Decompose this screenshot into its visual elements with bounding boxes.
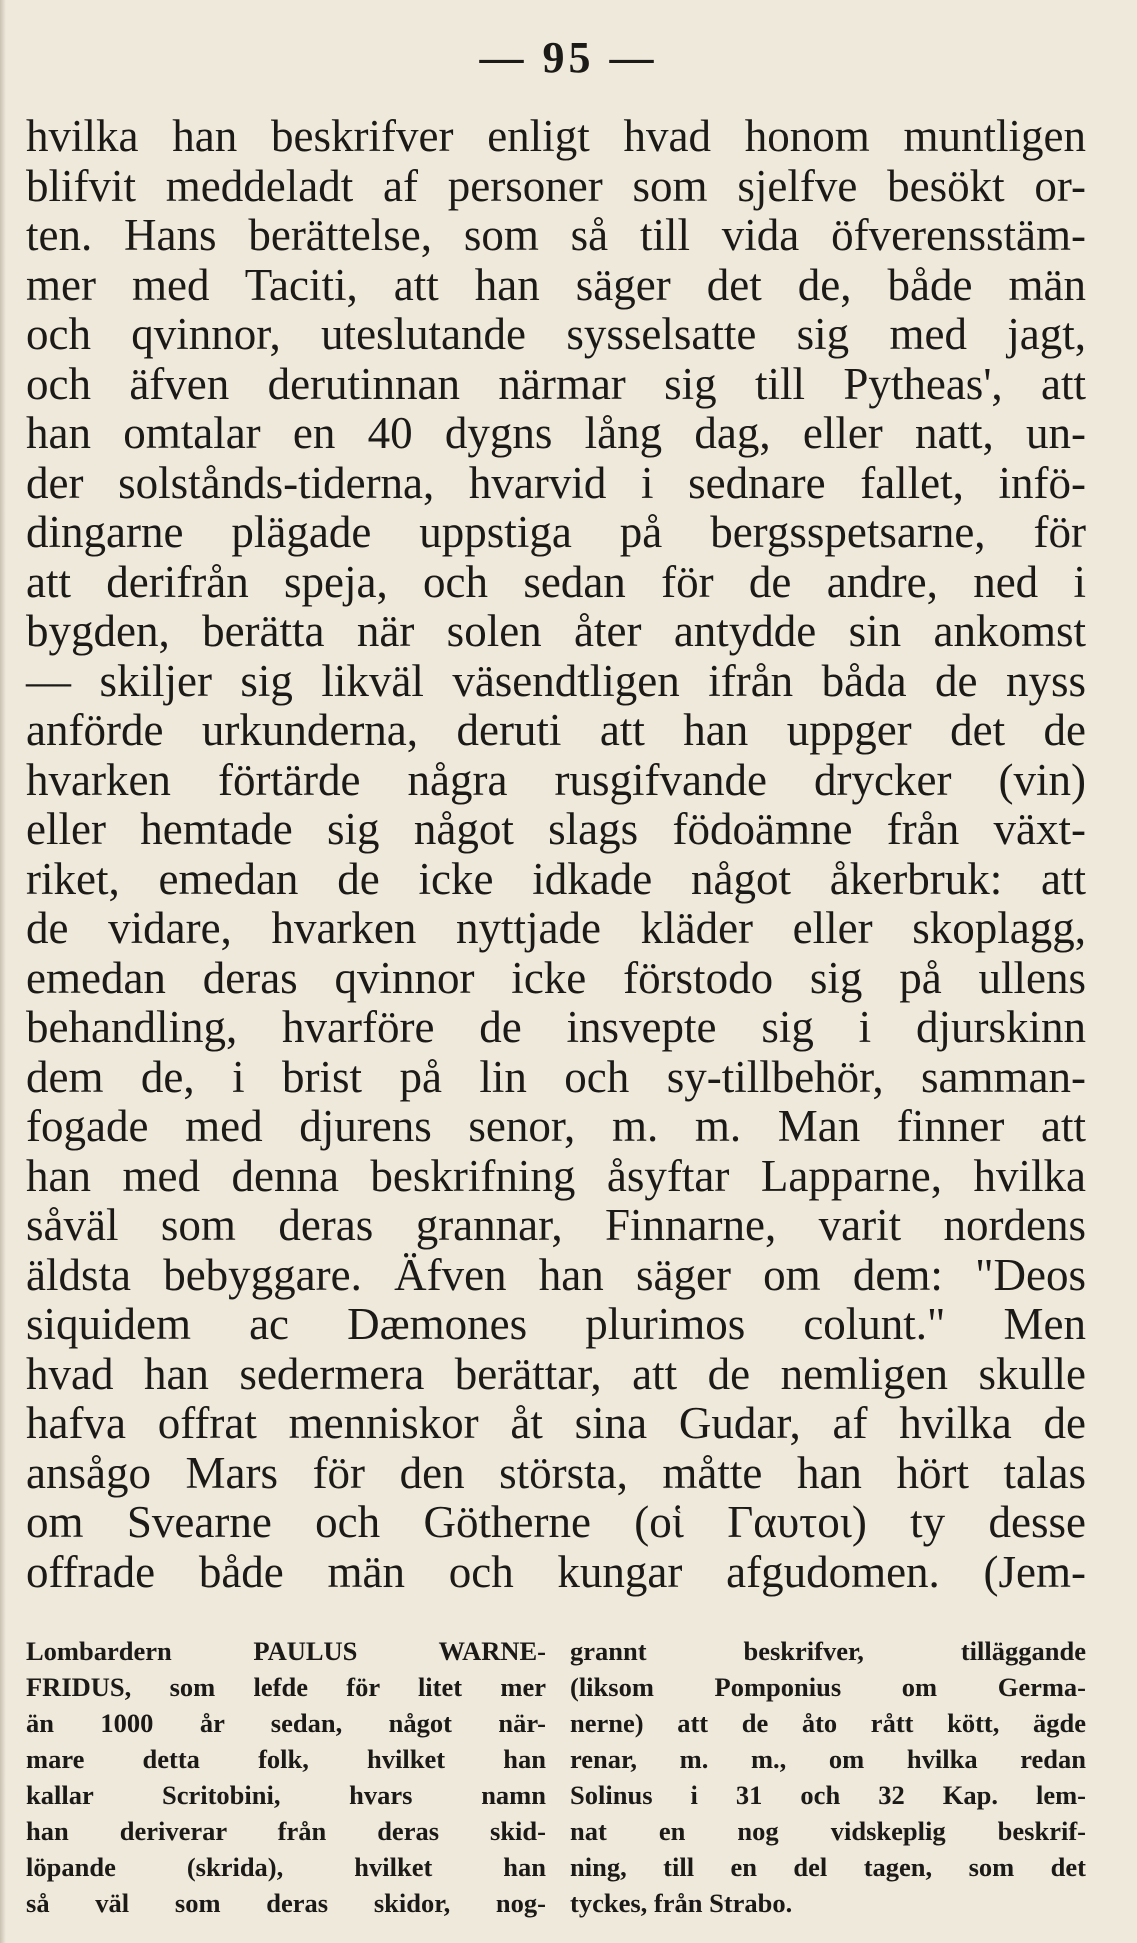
text-line: eller hemtade sig något slags födoämne från växt- bbox=[26, 804, 1086, 854]
text-line: om Svearne och Götherne (οἱ Γαυτοι) ty desse bbox=[26, 1497, 1086, 1547]
text-line: fogade med djurens senor, m. m. Man finner att bbox=[26, 1101, 1086, 1151]
text-line: äldsta bebyggare. Äfven han säger om dem: "Deos bbox=[26, 1249, 1086, 1300]
footnote-line: kallar Scritobini, hvars namn bbox=[26, 1780, 546, 1810]
text-line: bygden, berätta när solen åter antydde sin ankomst bbox=[26, 606, 1086, 656]
footnote-line: löpande (skrida), hvilket han bbox=[26, 1852, 546, 1882]
main-text bbox=[26, 112, 1086, 1597]
text-line: riket, emedan de icke idkade något åkerbruk: att bbox=[26, 853, 1086, 904]
footnote-line: han deriverar från deras skid- bbox=[26, 1816, 546, 1846]
footnote-line: (liksom Pomponius om Germa- bbox=[570, 1672, 1086, 1702]
text-line: dingarne plägade uppstiga på bergsspetsarne, för bbox=[26, 507, 1086, 557]
text-line: hvad han sedermera berättar, att de nemligen skulle bbox=[26, 1348, 1086, 1399]
page-edge bbox=[0, 0, 6, 1943]
text-line: hvilka han beskrifver enligt hvad honom muntligen bbox=[26, 111, 1086, 161]
text-line: emedan deras qvinnor icke förstodo sig på ullens bbox=[26, 952, 1086, 1003]
text-line: och qvinnor, uteslutande sysselsatte sig med jagt, bbox=[26, 309, 1086, 359]
text-line: siquidem ac Dæmones plurimos colunt." Men bbox=[26, 1299, 1086, 1349]
text-line: ansågo Mars för den största, måtte han hört talas bbox=[26, 1447, 1086, 1498]
text-line: der solstånds-tiderna, hvarvid i sednare fallet, infö- bbox=[26, 457, 1086, 508]
text-line: hafva offrat menniskor åt sina Gudar, af hvilka de bbox=[26, 1398, 1086, 1448]
text-line: offrade både män och kungar afgudomen. (Jem- bbox=[26, 1546, 1086, 1597]
footnote-line: renar, m. m., om hvilka redan bbox=[570, 1744, 1086, 1774]
text-line: såväl som deras grannar, Finnarne, varit nordens bbox=[26, 1200, 1086, 1250]
text-line: — skiljer sig likväl väsendtligen ifrån båda de nyss bbox=[26, 655, 1086, 706]
page-number: — 95 — bbox=[479, 33, 658, 82]
footnote-line: tyckes, från Strabo. bbox=[570, 1888, 793, 1918]
footnote-line: grannt beskrifver, tilläggande bbox=[570, 1636, 1086, 1666]
text-line: ten. Hans berättelse, som så till vida öfverensstäm- bbox=[26, 210, 1086, 260]
text-line: han omtalar en 40 dygns lång dag, eller natt, un- bbox=[26, 408, 1086, 458]
footnote-line: Solinus i 31 och 32 Kap. lem- bbox=[570, 1780, 1086, 1810]
footnote-line: nerne) att de åto rått kött, ägde bbox=[570, 1708, 1086, 1738]
footnote-line: mare detta folk, hvilket han bbox=[26, 1744, 546, 1774]
text-line: behandling, hvarföre de insvepte sig i djurskinn bbox=[26, 1002, 1086, 1052]
footnote-right-column bbox=[570, 1633, 1086, 1921]
text-line: och äfven derutinnan närmar sig till Pytheas', att bbox=[26, 358, 1086, 409]
footnote-line: FRIDUS, som lefde för litet mer bbox=[26, 1672, 546, 1702]
footnote-line: än 1000 år sedan, något när- bbox=[26, 1708, 546, 1738]
text-line: han med denna beskrifning åsyftar Lapparne, hvilka bbox=[26, 1150, 1086, 1201]
text-line: att derifrån speja, och sedan för de andre, ned i bbox=[26, 556, 1086, 607]
text-line: de vidare, hvarken nyttjade kläder eller skoplagg, bbox=[26, 903, 1086, 953]
text-line: mer med Taciti, att han säger det de, både män bbox=[26, 259, 1086, 310]
footnote-line: Lombardern PAULUS WARNE- bbox=[26, 1636, 546, 1666]
text-line: blifvit meddeladt af personer som sjelfve besökt or- bbox=[26, 160, 1086, 211]
footnote-line: nat en nog vidskeplig beskrif- bbox=[570, 1816, 1086, 1846]
text-line: hvarken förtärde några rusgifvande drycker (vin) bbox=[26, 754, 1086, 805]
footnote-left-column bbox=[26, 1633, 546, 1921]
text-line: dem de, i brist på lin och sy-tillbehör, samman- bbox=[26, 1051, 1086, 1102]
footnote-line: så väl som deras skidor, nog- bbox=[26, 1888, 546, 1918]
text-line: anförde urkunderna, deruti att han uppger det de bbox=[26, 705, 1086, 755]
footnote-line: ning, till en del tagen, som det bbox=[570, 1852, 1086, 1882]
